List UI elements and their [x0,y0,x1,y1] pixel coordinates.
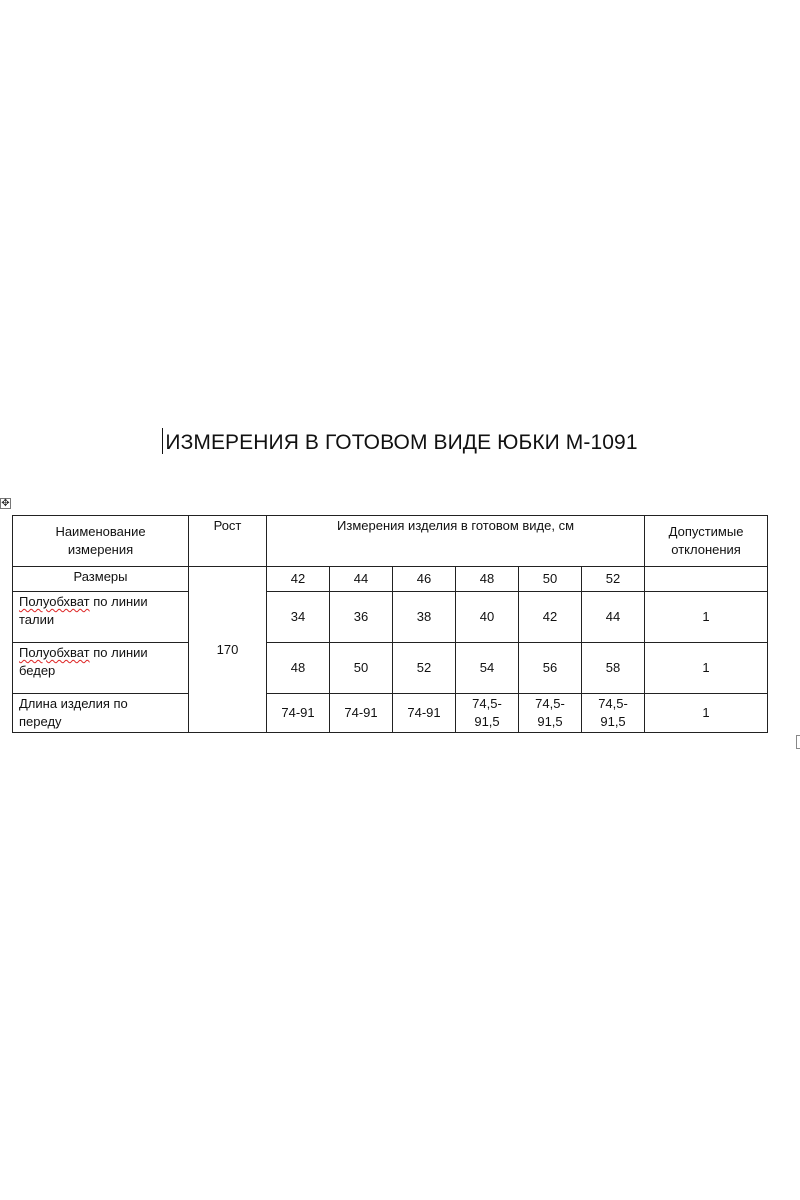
waist-label-line2: талии [19,612,55,627]
measurements-table [12,515,768,733]
header-name-line1: Наименование [55,524,146,539]
value-line1: 74,5- [472,696,502,711]
tolerance-cell: 1 [645,592,768,643]
text-cursor [162,428,163,454]
document-title-text: ИЗМЕРЕНИЯ В ГОТОВОМ ВИДЕ ЮБКИ М-1091 [165,431,638,454]
value-cell: 44 [582,592,645,643]
length-label [13,694,189,733]
hips-label [13,643,189,694]
header-measurements: Измерения изделия в готовом виде, см [267,516,645,567]
size-cell: 48 [456,567,519,592]
header-height: Рост [189,516,267,567]
value-cell: 48 [267,643,330,694]
tolerance-cell: 1 [645,694,768,733]
value-cell [519,694,582,733]
value-cell: 58 [582,643,645,694]
value-line2: 91,5 [474,714,500,729]
value-cell [393,694,456,733]
value-cell: 50 [330,643,393,694]
value-line1: 74-91 [407,705,441,720]
value-line1: 74-91 [344,705,378,720]
table-row-waist [13,592,768,643]
value-cell: 42 [519,592,582,643]
waist-label-line1 [19,593,185,611]
size-cell: 42 [267,567,330,592]
table-resize-handle-icon[interactable] [796,735,800,749]
hips-label-word: Полуобхват [19,645,90,660]
hips-label-line1 [19,644,185,662]
header-row [13,516,768,567]
header-tolerance-line2: отклонения [671,542,741,557]
value-cell: 34 [267,592,330,643]
value-cell: 40 [456,592,519,643]
header-tolerance-line1: Допустимые [668,524,744,539]
value-cell [330,694,393,733]
value-line2: 91,5 [600,714,626,729]
height-value: 170 [189,567,267,733]
sizes-tolerance-empty [645,567,768,592]
value-line1: 74-91 [281,705,315,720]
table-row-length [13,694,768,733]
value-cell: 38 [393,592,456,643]
table-move-handle-icon[interactable]: ✥ [1,498,10,509]
length-label-line1: Длина изделия по [19,696,128,711]
value-line1: 74,5- [598,696,628,711]
value-line1: 74,5- [535,696,565,711]
value-cell [456,694,519,733]
length-label-line2: переду [19,714,62,729]
size-cell: 44 [330,567,393,592]
header-name [13,516,189,567]
header-tolerance [645,516,768,567]
waist-label-rest: по линии [89,594,148,609]
value-cell [267,694,330,733]
waist-label [13,592,189,643]
value-cell: 54 [456,643,519,694]
waist-label-word: Полуобхват [19,594,90,609]
header-name-line2: измерения [67,542,134,557]
value-line2: 91,5 [537,714,563,729]
value-cell: 56 [519,643,582,694]
size-cell: 46 [393,567,456,592]
value-cell [582,694,645,733]
hips-label-line2: бедер [19,663,56,678]
table-row-hips [13,643,768,694]
tolerance-cell: 1 [645,643,768,694]
sizes-label: Размеры [13,567,189,592]
size-cell: 50 [519,567,582,592]
value-cell: 36 [330,592,393,643]
hips-label-rest: по линии [89,645,148,660]
size-cell: 52 [582,567,645,592]
value-cell: 52 [393,643,456,694]
document-title [0,428,800,455]
sizes-row [13,567,768,592]
